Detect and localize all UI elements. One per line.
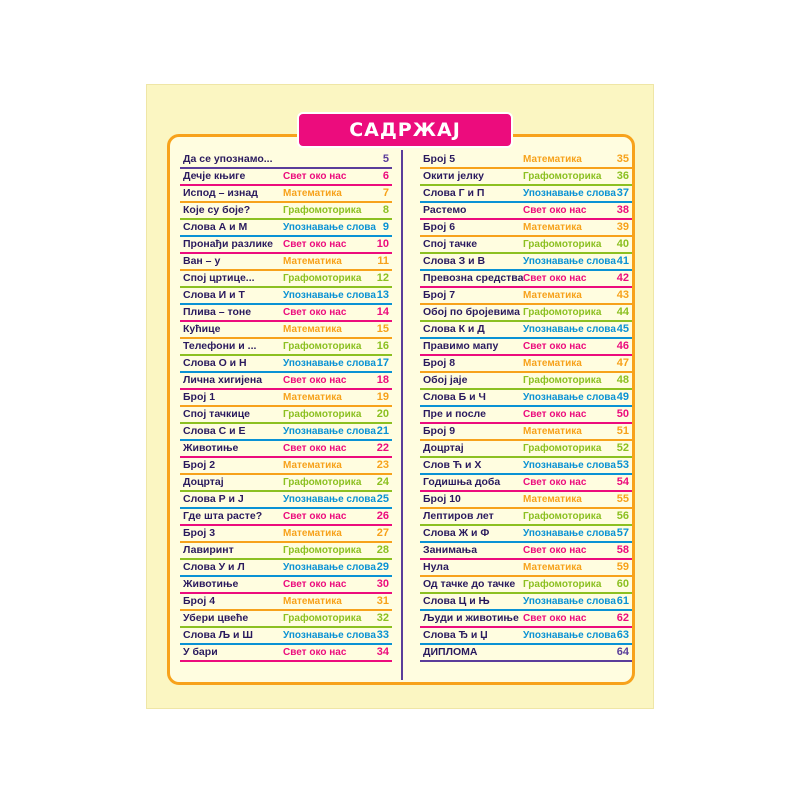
toc-entry [180, 220, 392, 237]
entry-page-number: 31 [376, 595, 389, 607]
entry-subject: Упознавање слова [523, 324, 616, 335]
entry-title: Доцртај [423, 442, 464, 454]
entry-title: Правимо мапу [423, 340, 499, 352]
entry-page-number: 32 [376, 612, 389, 624]
toc-entry [180, 237, 392, 254]
entry-page-number: 60 [616, 578, 629, 590]
entry-subject: Упознавање слова [523, 528, 616, 539]
entry-page-number: 34 [376, 646, 389, 658]
entry-page-number: 19 [376, 391, 389, 403]
entry-title: Лептиров лет [423, 510, 494, 522]
entry-title: Слова Б и Ч [423, 391, 486, 403]
toc-entry [180, 407, 392, 424]
entry-page-number: 17 [376, 357, 389, 369]
entry-title: Слова Р и Ј [183, 493, 244, 505]
toc-entry [420, 203, 632, 220]
entry-title: Обој по бројевима [423, 306, 521, 318]
toc-entry [180, 169, 392, 186]
entry-title: Спој тачкице [183, 408, 250, 420]
entry-subject: Математика [523, 222, 582, 233]
entry-subject: Графомоторика [283, 477, 362, 488]
entry-subject: Упознавање слова [283, 358, 376, 369]
entry-page-number: 38 [616, 204, 629, 216]
entry-title: Дечје књиге [183, 170, 246, 182]
entry-subject: Упознавање слова [523, 256, 616, 267]
toc-entry [180, 441, 392, 458]
entry-subject: Свет око нас [523, 613, 587, 624]
entry-title: Пре и после [423, 408, 486, 420]
toc-entry [420, 305, 632, 322]
entry-page-number: 36 [616, 170, 629, 182]
toc-entry [420, 152, 632, 169]
toc-entry [180, 152, 392, 169]
entry-subject: Графомоторика [523, 443, 602, 454]
entry-title: Слова К и Д [423, 323, 485, 335]
contents-title: САДРЖАЈ [297, 112, 513, 148]
entry-subject: Упознавање слова [283, 494, 376, 505]
entry-title: Кућице [183, 323, 221, 335]
entry-page-number: 9 [382, 221, 389, 233]
entry-title: Где шта расте? [183, 510, 263, 522]
entry-page-number: 57 [616, 527, 629, 539]
entry-page-number: 40 [616, 238, 629, 250]
entry-title: Број 2 [183, 459, 216, 471]
entry-page-number: 13 [376, 289, 389, 301]
entry-title: Број 4 [183, 595, 216, 607]
entry-title: Годишња доба [423, 476, 501, 488]
entry-subject: Упознавање слова [523, 460, 616, 471]
entry-title: Број 1 [183, 391, 216, 403]
entry-subject: Упознавање слова [283, 562, 376, 573]
toc-entry [420, 611, 632, 628]
entry-subject: Упознавање слова [283, 426, 376, 437]
toc-entry [420, 390, 632, 407]
entry-subject: Графомоторика [283, 273, 362, 284]
toc-entry [420, 220, 632, 237]
toc-entry [420, 356, 632, 373]
entry-page-number: 8 [382, 204, 389, 216]
entry-subject: Графомоторика [283, 205, 362, 216]
entry-title: Слова У и Л [183, 561, 245, 573]
entry-subject: Математика [523, 358, 582, 369]
toc-entry [420, 492, 632, 509]
entry-page-number: 21 [376, 425, 389, 437]
entry-subject: Свет око нас [283, 375, 347, 386]
entry-subject: Графомоторика [283, 545, 362, 556]
toc-entry [180, 305, 392, 322]
toc-entry [420, 407, 632, 424]
entry-subject: Математика [523, 562, 582, 573]
entry-subject: Свет око нас [523, 545, 587, 556]
entry-title: Лична хигијена [183, 374, 263, 386]
toc-entry [420, 237, 632, 254]
entry-page-number: 27 [376, 527, 389, 539]
entry-subject: Математика [283, 596, 342, 607]
entry-subject: Упознавање слова [283, 630, 376, 641]
entry-page-number: 54 [616, 476, 629, 488]
toc-entry [420, 628, 632, 645]
toc-entry [420, 543, 632, 560]
entry-page-number: 48 [616, 374, 629, 386]
entry-subject: Математика [283, 460, 342, 471]
entry-subject: Свет око нас [283, 647, 347, 658]
toc-left-column [180, 152, 392, 662]
entry-page-number: 7 [382, 187, 389, 199]
entry-title: Окити јелку [423, 170, 484, 182]
entry-page-number: 5 [382, 153, 389, 165]
entry-page-number: 52 [616, 442, 629, 454]
toc-entry [420, 526, 632, 543]
toc-entry [420, 288, 632, 305]
entry-subject: Графомоторика [283, 613, 362, 624]
column-divider [401, 150, 403, 680]
entry-page-number: 64 [616, 646, 629, 658]
entry-page-number: 53 [616, 459, 629, 471]
entry-page-number: 23 [376, 459, 389, 471]
entry-title: Слова З и В [423, 255, 486, 267]
toc-entry [420, 339, 632, 356]
toc-entry [180, 475, 392, 492]
entry-subject: Математика [283, 324, 342, 335]
toc-entry [180, 390, 392, 407]
toc-entry [180, 509, 392, 526]
entry-subject: Свет око нас [523, 341, 587, 352]
entry-page-number: 42 [616, 272, 629, 284]
entry-subject: Графомоторика [523, 579, 602, 590]
toc-entry [180, 271, 392, 288]
entry-title: Слова А и М [183, 221, 248, 233]
entry-title: Слова О и Н [183, 357, 247, 369]
toc-entry [420, 271, 632, 288]
entry-title: Слова Љ и Ш [183, 629, 253, 641]
entry-page-number: 46 [616, 340, 629, 352]
toc-entry [420, 169, 632, 186]
entry-subject: Свет око нас [523, 205, 587, 216]
entry-page-number: 29 [376, 561, 389, 573]
entry-title: Број 6 [423, 221, 456, 233]
entry-title: Број 10 [423, 493, 461, 505]
entry-title: Слова Г и П [423, 187, 485, 199]
toc-entry [180, 594, 392, 611]
entry-title: Ван – у [183, 255, 221, 267]
toc-entry [420, 322, 632, 339]
entry-page-number: 15 [376, 323, 389, 335]
entry-page-number: 55 [616, 493, 629, 505]
entry-title: Доцртај [183, 476, 224, 488]
entry-subject: Свет око нас [283, 239, 347, 250]
entry-title: Испод – изнад [183, 187, 258, 199]
entry-title: Број 5 [423, 153, 456, 165]
entry-page-number: 12 [376, 272, 389, 284]
entry-subject: Графомоторика [283, 409, 362, 420]
entry-page-number: 47 [616, 357, 629, 369]
toc-entry [420, 560, 632, 577]
toc-entry [420, 577, 632, 594]
entry-page-number: 37 [616, 187, 629, 199]
toc-entry [420, 645, 632, 662]
entry-subject: Свет око нас [523, 273, 587, 284]
toc-entry [180, 560, 392, 577]
entry-subject: Математика [523, 154, 582, 165]
entry-page-number: 25 [376, 493, 389, 505]
entry-subject: Графомоторика [283, 341, 362, 352]
entry-page-number: 62 [616, 612, 629, 624]
entry-page-number: 44 [616, 306, 629, 318]
toc-entry [420, 373, 632, 390]
toc-entry [180, 577, 392, 594]
entry-title: Убери цвеће [183, 612, 249, 624]
toc-entry [180, 339, 392, 356]
entry-page-number: 30 [376, 578, 389, 590]
toc-entry [420, 424, 632, 441]
entry-title: ДИПЛОМА [423, 646, 478, 658]
entry-title: Слова Ж и Ф [423, 527, 490, 539]
entry-page-number: 59 [616, 561, 629, 573]
entry-title: Лавиринт [183, 544, 234, 556]
entry-subject: Графомоторика [523, 375, 602, 386]
entry-page-number: 63 [616, 629, 629, 641]
entry-subject: Математика [523, 494, 582, 505]
entry-page-number: 11 [377, 255, 389, 267]
entry-title: Слова С и Е [183, 425, 246, 437]
entry-page-number: 49 [616, 391, 629, 403]
entry-subject: Свет око нас [283, 511, 347, 522]
toc-entry [180, 203, 392, 220]
toc-entry [180, 322, 392, 339]
entry-page-number: 24 [376, 476, 389, 488]
toc-entry [420, 475, 632, 492]
toc-entry [180, 543, 392, 560]
toc-entry [420, 441, 632, 458]
entry-title: Плива – тоне [183, 306, 252, 318]
toc-entry [420, 458, 632, 475]
entry-page-number: 10 [376, 238, 389, 250]
entry-page-number: 39 [616, 221, 629, 233]
entry-page-number: 35 [616, 153, 629, 165]
toc-entry [180, 186, 392, 203]
entry-title: Превозна средства [423, 272, 524, 284]
toc-entry [420, 254, 632, 271]
toc-entry [180, 645, 392, 662]
entry-title: У бари [183, 646, 218, 658]
entry-subject: Математика [523, 426, 582, 437]
entry-page-number: 18 [376, 374, 389, 386]
entry-title: Људи и животиње [423, 612, 519, 624]
toc-entry [180, 424, 392, 441]
entry-subject: Математика [283, 392, 342, 403]
entry-title: Слова И и Т [183, 289, 245, 301]
entry-title: Телефони и ... [183, 340, 257, 352]
entry-subject: Упознавање слова [523, 596, 616, 607]
toc-entry [180, 611, 392, 628]
entry-subject: Математика [523, 290, 582, 301]
entry-subject: Упознавање слова [523, 630, 616, 641]
toc-entry [180, 526, 392, 543]
entry-subject: Свет око нас [523, 477, 587, 488]
entry-title: Од тачке до тачке [423, 578, 516, 590]
entry-subject: Математика [283, 188, 342, 199]
entry-title: Број 8 [423, 357, 456, 369]
entry-subject: Графомоторика [523, 171, 602, 182]
toc-entry [420, 509, 632, 526]
entry-title: Број 7 [423, 289, 456, 301]
entry-title: Које су боје? [183, 204, 251, 216]
entry-subject: Упознавање слова [283, 222, 376, 233]
entry-subject: Свет око нас [283, 171, 347, 182]
entry-title: Пронађи разлике [183, 238, 274, 250]
entry-page-number: 45 [616, 323, 629, 335]
entry-title: Животиње [183, 578, 239, 590]
entry-title: Нула [423, 561, 449, 573]
toc-entry [180, 373, 392, 390]
entry-title: Спој цртице... [183, 272, 255, 284]
toc-right-column [420, 152, 632, 662]
entry-page-number: 41 [616, 255, 629, 267]
entry-title: Слов Ћ и Х [423, 459, 482, 471]
entry-subject: Свет око нас [283, 307, 347, 318]
entry-title: Растемо [423, 204, 467, 216]
toc-entry [420, 594, 632, 611]
entry-title: Да се упознамо... [183, 153, 273, 165]
toc-entry [180, 356, 392, 373]
toc-entry [180, 492, 392, 509]
toc-entry [180, 628, 392, 645]
entry-page-number: 50 [616, 408, 629, 420]
entry-title: Број 9 [423, 425, 456, 437]
entry-title: Број 3 [183, 527, 216, 539]
entry-title: Животиње [183, 442, 239, 454]
entry-subject: Упознавање слова [283, 290, 376, 301]
entry-subject: Свет око нас [283, 579, 347, 590]
entry-page-number: 51 [616, 425, 629, 437]
entry-title: Занимања [423, 544, 478, 556]
entry-page-number: 43 [616, 289, 629, 301]
entry-subject: Упознавање слова [523, 392, 616, 403]
entry-title: Обој јаје [423, 374, 468, 386]
entry-page-number: 16 [376, 340, 389, 352]
entry-page-number: 28 [376, 544, 389, 556]
toc-entry [180, 288, 392, 305]
toc-entry [420, 186, 632, 203]
entry-page-number: 33 [376, 629, 389, 641]
entry-page-number: 22 [376, 442, 389, 454]
entry-page-number: 58 [616, 544, 629, 556]
entry-page-number: 20 [376, 408, 389, 420]
entry-title: Слова Ц и Њ [423, 595, 490, 607]
entry-page-number: 56 [616, 510, 629, 522]
entry-subject: Свет око нас [283, 443, 347, 454]
entry-title: Спој тачке [423, 238, 478, 250]
entry-page-number: 61 [616, 595, 629, 607]
entry-page-number: 6 [382, 170, 389, 182]
entry-subject: Графомоторика [523, 511, 602, 522]
entry-page-number: 14 [376, 306, 389, 318]
entry-page-number: 26 [376, 510, 389, 522]
entry-subject: Упознавање слова [523, 188, 616, 199]
entry-title: Слова Ђ и Џ [423, 629, 488, 641]
entry-subject: Графомоторика [523, 307, 602, 318]
entry-subject: Графомоторика [523, 239, 602, 250]
entry-subject: Свет око нас [523, 409, 587, 420]
entry-subject: Математика [283, 256, 342, 267]
toc-entry [180, 254, 392, 271]
toc-entry [180, 458, 392, 475]
entry-subject: Математика [283, 528, 342, 539]
